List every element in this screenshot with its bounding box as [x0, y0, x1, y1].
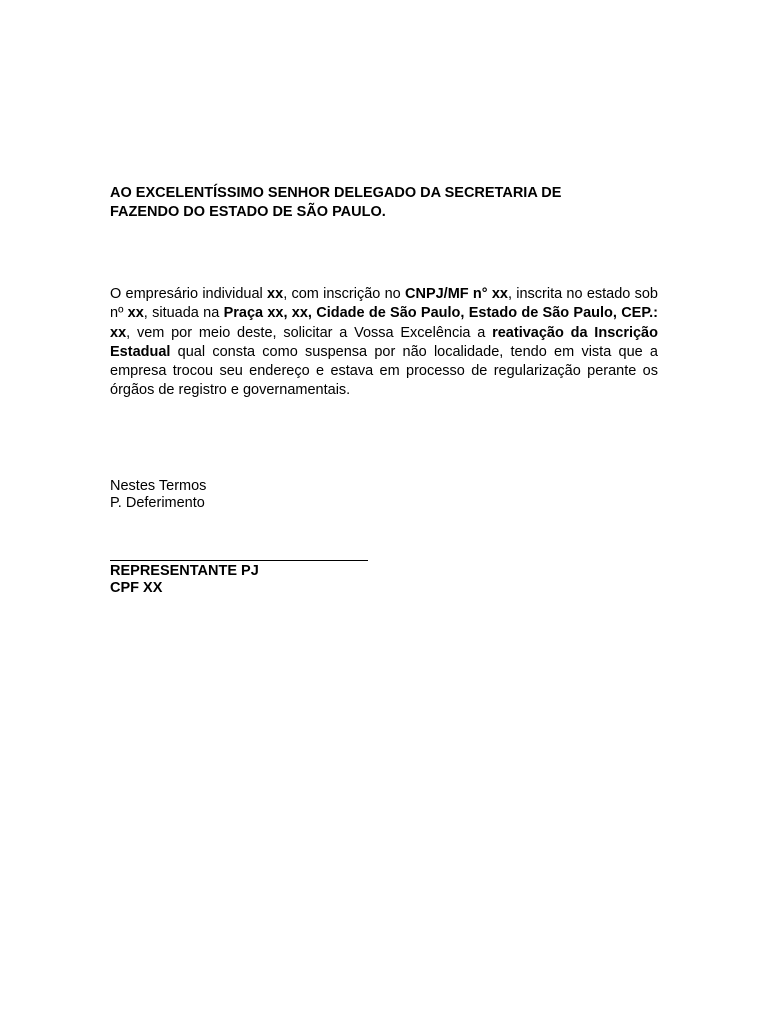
paragraph-text-3: , inscrita no estado sob nº	[110, 286, 658, 322]
closing-line-2: P. Deferimento	[110, 495, 205, 511]
business-name: xx	[267, 286, 284, 302]
signature-block	[110, 560, 370, 597]
addressee-line-1: AO EXCELENTÍSSIMO SENHOR DELEGADO DA SECRETARIA DE	[110, 185, 562, 201]
request-paragraph	[110, 285, 658, 401]
closing-block	[110, 478, 206, 512]
paragraph-text-1: O empresário individual	[110, 286, 268, 302]
signature-line	[110, 560, 368, 561]
state-registration-number: xx	[127, 305, 144, 322]
paragraph-text-6: qual consta como suspensa por não localidade, tendo em vista que a empresa trocou seu endereço e estava em processo de regularização perante os órgãos de registro e governamentais.	[110, 343, 658, 399]
paragraph-text-2: , com inscrição no	[283, 286, 405, 302]
addressee-heading	[110, 184, 630, 222]
business-address: Praça xx, xx, Cidade de São Paulo, Estado de São Paulo, CEP.: xx	[110, 305, 659, 341]
cnpj-number: CNPJ/MF n° xx	[405, 286, 508, 302]
paragraph-text-5: , vem por meio deste, solicitar a Vossa Excelência a	[126, 324, 493, 341]
addressee-line-2: FAZENDO DO ESTADO DE SÃO PAULO.	[110, 204, 386, 220]
request-subject: reativação da Inscrição Estadual	[110, 324, 658, 360]
signatory-name: REPRESENTANTE PJ	[110, 563, 259, 579]
closing-line-1: Nestes Termos	[110, 478, 207, 494]
paragraph-text-4: , situada na	[143, 305, 224, 322]
signatory-cpf: CPF XX	[110, 580, 163, 596]
